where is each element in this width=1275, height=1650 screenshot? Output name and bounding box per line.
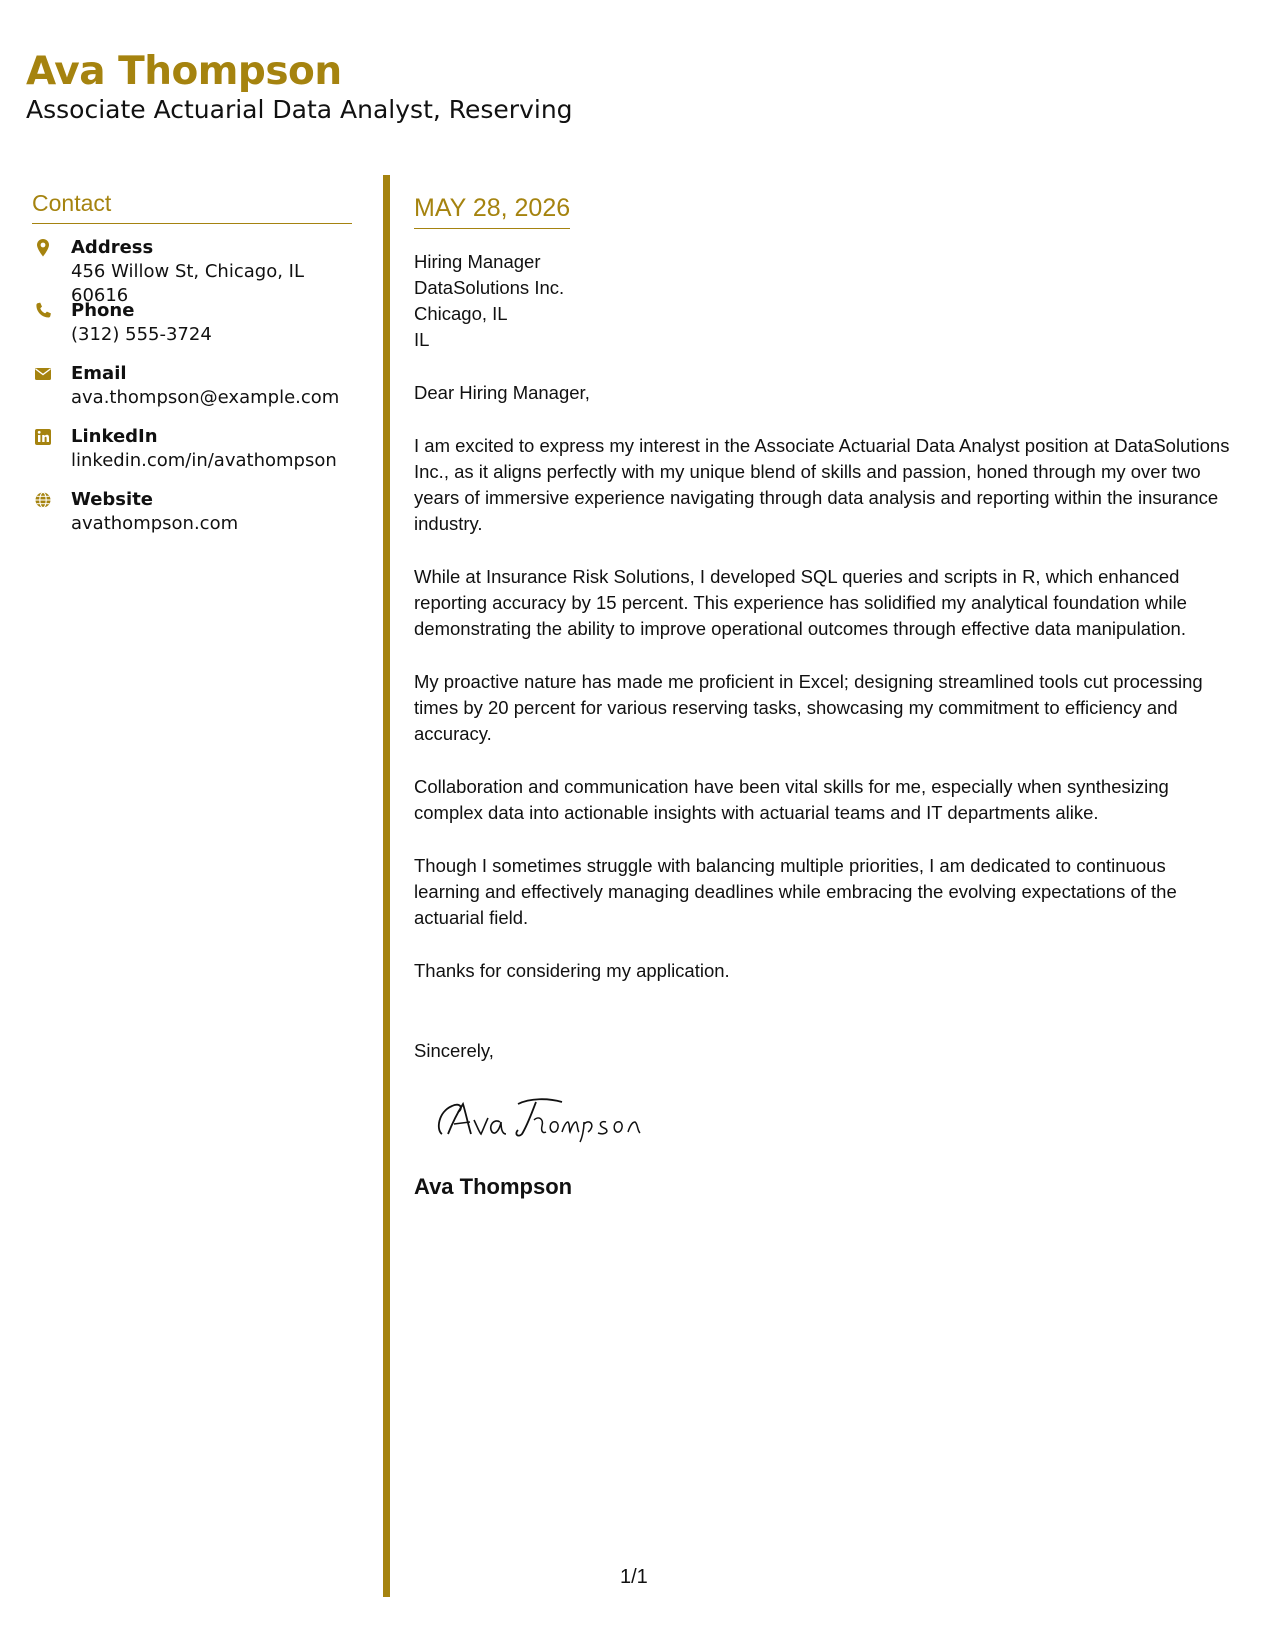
recipient-line: Chicago, IL bbox=[414, 303, 508, 324]
recipient-line: DataSolutions Inc. bbox=[414, 277, 565, 298]
letter-paragraph: While at Insurance Risk Solutions, I developed SQL queries and scripts in R, which enhanced reporting accuracy by 15 percent. This experience has solidified my analytical foundation while demonstrating the ability to improve operational outcomes through effective data manipulation. bbox=[414, 566, 1187, 639]
contact-list bbox=[32, 236, 352, 551]
applicant-name: Ava Thompson bbox=[26, 49, 342, 94]
contact-label: Address bbox=[71, 237, 154, 258]
contact-label: LinkedIn bbox=[71, 426, 158, 447]
vertical-divider bbox=[383, 175, 390, 1597]
recipient-line: IL bbox=[414, 329, 430, 350]
letter-paragraph: My proactive nature has made me proficient in Excel; designing streamlined tools cut processing times by 20 percent for various reserving tasks, showcasing my commitment to efficiency and accuracy. bbox=[414, 671, 1203, 744]
globe-icon bbox=[34, 490, 52, 510]
contact-label: Phone bbox=[71, 300, 135, 321]
letter-paragraph: Collaboration and communication have been vital skills for me, especially when synthesizing complex data into actionable insights with actuarial teams and IT departments alike. bbox=[414, 776, 1169, 823]
linkedin-value: linkedin.com/in/avathompson bbox=[71, 450, 337, 471]
letter-paragraph: I am excited to express my interest in the Associate Actuarial Data Analyst position at DataSolutions Inc., as it aligns perfectly with my unique blend of skills and passion, honed through my over two years of immersive experience navigating through data analysis and reporting within the insurance industry. bbox=[414, 435, 1230, 534]
document-header bbox=[26, 48, 573, 126]
recipient-line: Hiring Manager bbox=[414, 251, 541, 272]
recipient-block bbox=[414, 249, 1234, 353]
email-value: ava.thompson@example.com bbox=[71, 387, 340, 408]
page-number: 1/1 bbox=[620, 1566, 648, 1588]
contact-item-email bbox=[32, 362, 352, 425]
contact-item-linkedin bbox=[32, 425, 352, 488]
letter-paragraph: Though I sometimes struggle with balancing multiple priorities, I am dedicated to continuous learning and effectively managing deadlines while embracing the evolving expectations of the actuarial field. bbox=[414, 855, 1177, 928]
address-value: 456 Willow St, Chicago, IL 60616 bbox=[71, 261, 304, 306]
contact-heading: Contact bbox=[32, 188, 352, 224]
contact-sidebar bbox=[32, 188, 352, 551]
contact-item-phone bbox=[32, 299, 352, 362]
website-value: avathompson.com bbox=[71, 513, 239, 534]
contact-item-address bbox=[32, 236, 352, 306]
handwritten-signature bbox=[430, 1090, 660, 1144]
letter-body bbox=[414, 192, 1234, 1201]
contact-item-website bbox=[32, 488, 352, 551]
closing: Sincerely, bbox=[414, 1040, 494, 1061]
location-pin-icon bbox=[34, 238, 52, 258]
job-title: Associate Actuarial Data Analyst, Reserving bbox=[26, 95, 573, 124]
phone-icon bbox=[34, 301, 52, 321]
signer-name: Ava Thompson bbox=[414, 1174, 573, 1199]
letter-date: MAY 28, 2026 bbox=[414, 192, 570, 229]
contact-label: Email bbox=[71, 363, 127, 384]
linkedin-icon bbox=[34, 427, 52, 447]
letter-paragraph: Thanks for considering my application. bbox=[414, 960, 730, 981]
phone-value: (312) 555-3724 bbox=[71, 324, 212, 345]
salutation: Dear Hiring Manager, bbox=[414, 382, 590, 403]
envelope-icon bbox=[34, 364, 52, 384]
contact-label: Website bbox=[71, 489, 154, 510]
